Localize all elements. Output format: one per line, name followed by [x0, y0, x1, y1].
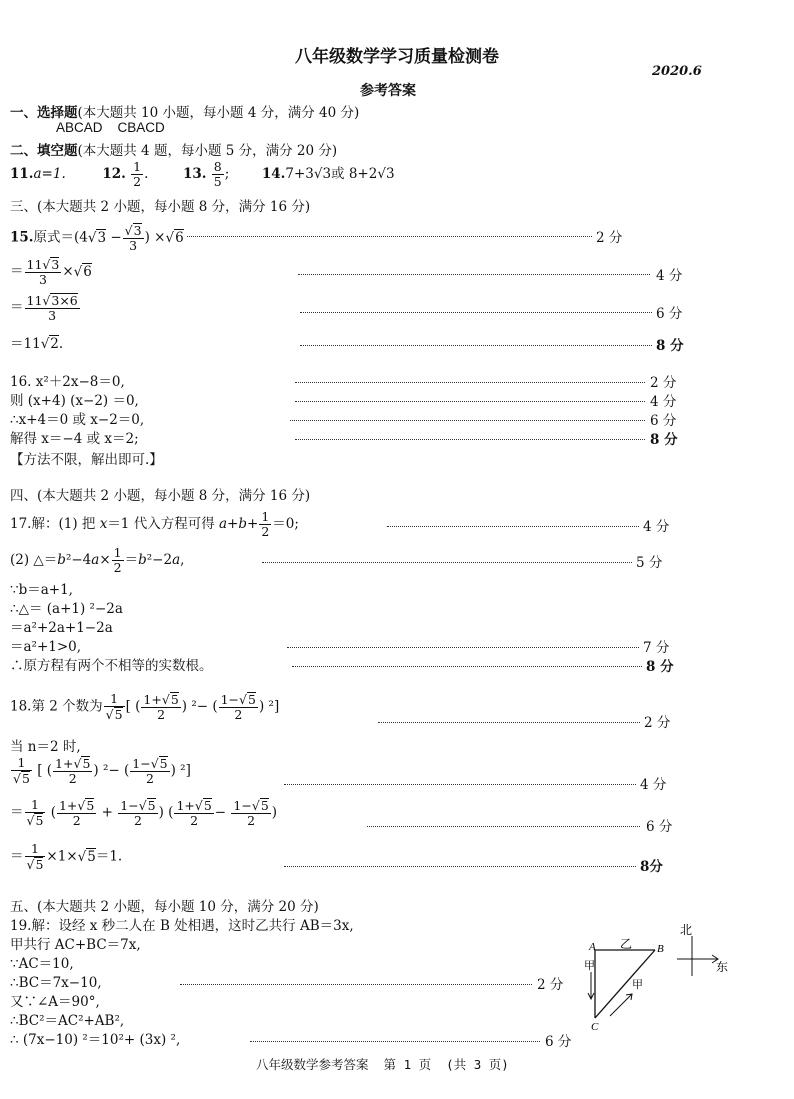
q17-score-7: 8 分: [646, 659, 674, 675]
q17-line-7: ∴原方程有两个不相等的实数根。: [10, 658, 213, 674]
q19-line-2: 甲共行 AC+BC＝7x,: [10, 937, 141, 953]
q16-score-1: 2 分: [650, 375, 677, 391]
q15-score-2: 4 分: [656, 268, 683, 284]
q16-score-4: 8 分: [650, 432, 678, 448]
q16-line-4: 解得 x＝−4 或 x＝2;: [10, 431, 139, 447]
q15-line-3: ＝ $\frac{11√ 3\times 6}{3}$: [10, 293, 81, 323]
q17-line-1: 17.解：(1) 把 x＝1 代入方程可得 a+b+ $\frac{1}{2}$ ＝0;: [10, 509, 299, 539]
q18-line-1: 18.第 2 个数为 1 √ 5 [ ( $\frac{1+√ 5}{2}$ ) ²− ( $\frac{1-√ 5}{2}$ ) ²]: [10, 692, 279, 722]
q16-score-2: 4 分: [650, 394, 677, 410]
jia-label-2: 甲: [632, 978, 643, 991]
page-title: 八年级数学学习质量检测卷: [295, 47, 499, 67]
exam-date: 2020.6: [652, 64, 702, 79]
q19-line-5: 又∵∠A＝90°,: [10, 994, 100, 1010]
q17-score-1: 4 分: [643, 519, 670, 535]
section-5-heading: 五、(本大题共 2 小题，每小题 10 分，满分 20 分): [10, 899, 319, 915]
q18-score-5: 8分: [640, 859, 663, 875]
q15-score-1: 2 分: [596, 230, 623, 246]
q16-score-3: 6 分: [650, 413, 677, 429]
q17-line-5: ＝a²+2a+1−2a: [10, 620, 113, 636]
q17-score-6: 7 分: [643, 640, 670, 656]
q15-score-3: 6 分: [656, 306, 683, 322]
section-4-heading: 四、(本大题共 2 小题，每小题 8 分，满分 16 分): [10, 488, 311, 504]
q17-line-6: ＝a²+1>0,: [10, 639, 82, 655]
page-footer: 八年级数学参考答案 第 1 页 (共 3 页): [256, 1057, 509, 1072]
q18-score-1: 2 分: [644, 715, 671, 731]
section-3-heading: 三、(本大题共 2 小题，每小题 8 分，满分 16 分): [10, 199, 311, 215]
q17-line-3: ∵b＝a+1,: [10, 582, 73, 598]
q18-score-4: 6 分: [646, 819, 673, 835]
yi-label: 乙: [620, 937, 633, 951]
fill-answers: 11.a=1. 12. $\frac{1}{2}$ . 13. $\frac{8}{5}$ ; 14.7+3√3或 8+2√3: [10, 159, 395, 189]
q18-line-2: 当 n＝2 时,: [10, 739, 81, 755]
east-label: 东: [716, 960, 729, 974]
q15-line-1: 15.原式＝(4√ 3 − √ $\frac{3}{3}$ ) ×√ 6: [10, 223, 184, 253]
q19-line-3: ∵AC＝10,: [10, 956, 74, 972]
point-c-label: C: [591, 1021, 599, 1033]
q19-score-4: 2 分: [537, 977, 564, 993]
q17-line-4: ∴△＝ (a+1) ²−2a: [10, 601, 123, 617]
q16-line-2: 则 (x+4) (x−2) ＝0,: [10, 393, 139, 409]
section-2-heading: 二、填空题(本大题共 4 题，每小题 5 分，满分 20 分): [10, 143, 338, 159]
choice-answers: ABCAD CBACD: [56, 120, 165, 135]
q17-line-2: (2) △＝b²−4a× $\frac{1}{2}$ ＝b²−2a,: [10, 545, 185, 575]
north-label: 北: [680, 923, 693, 937]
jia-label-1: 甲: [584, 959, 595, 972]
answer-subtitle: 参考答案: [360, 83, 416, 99]
q15-line-2: ＝ $\frac{11√ 3}{3}$ ×√ 6: [10, 257, 92, 287]
q15-score-4: 8 分: [656, 338, 684, 354]
q19-figure: [580, 918, 740, 1033]
q18-score-3: 4 分: [640, 777, 667, 793]
q19-line-4: ∴BC＝7x−10,: [10, 975, 102, 991]
q15-line-4: ＝11√ 2.: [10, 332, 63, 352]
q19-line-1: 19.解：设经 x 秒二人在 B 处相遇，这时乙共行 AB＝3x,: [10, 918, 354, 934]
q19-line-7: ∴ (7x−10) ²＝10²+ (3x) ²,: [10, 1032, 181, 1048]
point-a-label: A: [589, 941, 596, 953]
point-b-label: B: [657, 943, 664, 955]
section-1-heading: 一、选择题(本大题共 10 小题，每小题 4 分，满分 40 分): [10, 105, 360, 121]
q19-score-7: 6 分: [545, 1034, 572, 1050]
q17-score-2: 5 分: [636, 555, 663, 571]
q18-line-3: 1 √ 5 [ ( $\frac{1+√ 5}{2}$ ) ²− ( $\frac{1-√ 5}{2}$ ) ²]: [10, 756, 191, 786]
q16-line-1: 16. x²＋2x−8＝0,: [10, 374, 125, 390]
q16-line-3: ∴x+4＝0 或 x−2＝0,: [10, 412, 145, 428]
q19-line-6: ∴BC²＝AC²+AB²,: [10, 1013, 125, 1029]
q18-line-4: ＝ 1 √ 5 ( $\frac{1+√ 5}{2}$ + $\frac{1-√ 5}{2}$ ) ( $\frac{1+√ 5}{2}$ − $\frac{1-√ 5}{2}$ ): [10, 798, 277, 828]
q18-line-5: ＝ 1 √ 5 ×1×√ 5＝1.: [10, 842, 122, 872]
q16-note: 【方法不限，解出即可.】: [10, 452, 163, 468]
